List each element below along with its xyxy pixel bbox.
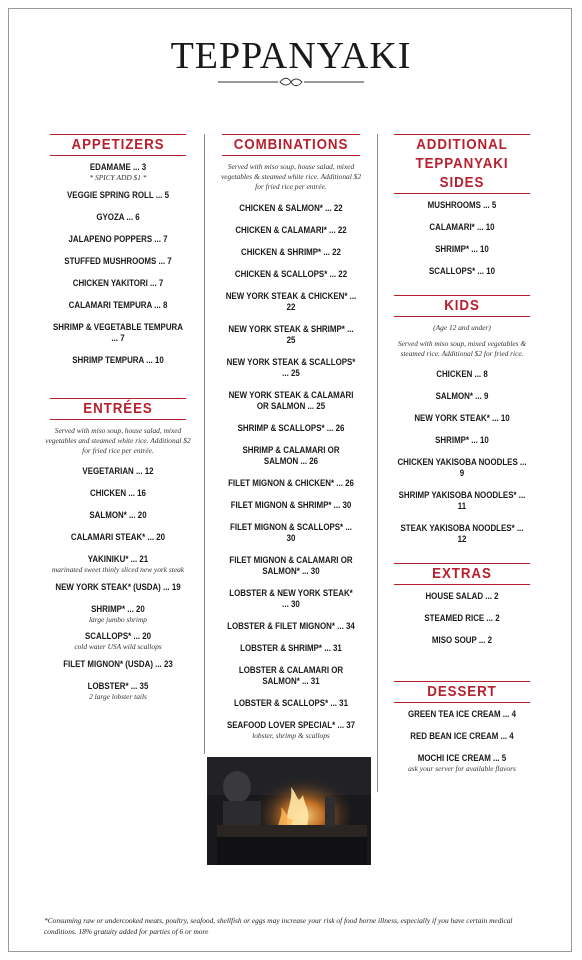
menu-item: CHICKEN YAKISOBA NOODLES ... 9 [397,457,527,478]
menu-item: FILET MIGNON* (USDA) ... 23 [63,658,173,669]
left-column [44,134,192,701]
entrees-heading: ENTRÉES [50,398,186,420]
menu-item: SHRIMP* ... 10 [435,244,489,254]
footer-disclaimer: *Consuming raw or undercooked meats, poultry, seafood, shellfish or eggs may increase your risk of food borne illness, especially if you have certain medical conditions. 18% gratuity added for parties of 6 or more [44,916,513,936]
menu-item: FILET MIGNON & CHICKEN* ... 26 [228,478,354,488]
menu-item: CHICKEN ... 16 [90,488,146,498]
menu-item: MOCHI ICE CREAM ... 5 [417,753,507,763]
menu-item: SALMON* ... 20 [89,510,147,520]
menu-item: SALMON* ... 9 [435,391,489,401]
menu-item: MUSHROOMS ... 5 [427,200,497,210]
entrees-description: Served with miso soup, house salad, mixed vegetables and steamed white rice. Additional $2 for fried rice per entrée. [45,426,191,455]
menu-item: SHRIMP & SCALLOPS* ... 26 [237,423,345,433]
teppanyaki-grill-photo [207,757,371,865]
menu-item: FILET MIGNON & CALAMARI OR SALMON* ... 30 [229,555,353,576]
dessert-section [388,681,536,774]
right-column [388,134,536,773]
menu-item: CHICKEN & SHRIMP* ... 22 [241,247,341,257]
column-divider-left [204,134,205,754]
item-note: marinated sweet thinly sliced new york steak [51,565,185,574]
menu-item: STEAMED RICE ... 2 [424,613,500,623]
menu-item: CHICKEN & CALAMARI* ... 22 [235,225,347,235]
menu-item: LOBSTER & FILET MIGNON* ... 34 [227,621,355,631]
kids-heading: KIDS [394,295,530,317]
menu-item: CALAMARI TEMPURA ... 8 [68,299,168,310]
menu-item: LOBSTER & CALAMARI OR SALMON* ... 31 [238,665,344,686]
appetizers-list [44,162,192,366]
item-note: lobster, shrimp & scallops [252,731,330,740]
menu-item: CALAMARI STEAK* ... 20 [70,532,166,542]
item-note: large jumbo shrimp [88,614,148,624]
menu-item: GREEN TEA ICE CREAM ... 4 [408,709,516,719]
extras-heading: EXTRAS [394,563,530,585]
sides-heading-line1: ADDITIONAL [416,137,508,153]
menu-item: MISO SOUP ... 2 [431,635,493,645]
menu-item: GYOZA ... 6 [96,211,140,222]
menu-item: SHRIMP* ... 20 [91,603,145,614]
menu-item: VEGGIE SPRING ROLL ... 5 [67,189,169,200]
menu-item: SCALLOPS* ... 10 [428,266,496,276]
menu-item: YAKINIKU* ... 21 [87,554,149,564]
menu-item: LOBSTER* ... 35 [87,680,149,691]
menu-item: RED BEAN ICE CREAM ... 4 [410,731,514,741]
menu-item: EDAMAME ... 3 [89,162,147,172]
sides-heading [394,134,530,194]
title-ornament [216,76,366,88]
column-divider-right [377,134,378,792]
combinations-description: Served with miso soup, house salad, mixed vegetables & steamed white rice. Additional $2 for fried rice per entrée. [220,162,362,191]
menu-title: TEPPANYAKI [170,35,412,77]
combinations-heading: COMBINATIONS [222,134,360,156]
menu-item: LOBSTER & NEW YORK STEAK* ... 30 [229,588,353,609]
sides-heading-line2: TEPPANYAKI SIDES [415,156,509,191]
menu-item: CHICKEN YAKITORI ... 7 [72,277,164,288]
menu-item: LOBSTER & SHRIMP* ... 31 [240,643,342,653]
menu-item: SHRIMP & VEGETABLE TEMPURA ... 7 [53,321,183,343]
middle-column [216,134,366,741]
menu-item: NEW YORK STEAK* ... 10 [414,413,510,423]
entrees-section [44,398,192,701]
grill-flame-image [207,757,371,865]
menu-item: STUFFED MUSHROOMS ... 7 [64,255,172,266]
menu-item: SHRIMP* ... 10 [435,435,489,445]
menu-item: SHRIMP TEMPURA ... 10 [72,354,164,365]
menu-item: HOUSE SALAD ... 2 [425,591,499,601]
item-note: cold water USA wild scallops [74,642,162,651]
menu-item: FILET MIGNON & SCALLOPS* ... 30 [230,522,352,543]
menu-item: SEAFOOD LOVER SPECIAL* ... 37 [226,720,356,730]
menu-item: CHICKEN ... 8 [436,369,488,379]
menu-item: SHRIMP YAKISOBA NOODLES* ... 11 [398,490,526,511]
appetizers-heading: APPETIZERS [50,134,186,156]
menu-item: NEW YORK STEAK & SHRIMP* ... 25 [228,324,354,345]
menu-item: NEW YORK STEAK & SCALLOPS* ... 25 [226,357,356,378]
item-note: 2 large lobster tails [89,691,147,701]
menu-item: LOBSTER & SCALLOPS* ... 31 [234,698,348,708]
menu-item: SHRIMP & CALAMARI OR SALMON ... 26 [242,445,340,466]
item-note: ask your server for available flavors [408,764,516,773]
menu-item: NEW YORK STEAK* (USDA) ... 19 [55,581,181,592]
kids-section [388,295,536,545]
menu-item: NEW YORK STEAK & CALAMARI OR SALMON ... 25 [228,390,354,411]
menu-item: STEAK YAKISOBA NOODLES* ... 12 [400,523,524,544]
menu-item: SCALLOPS* ... 20 [84,631,152,641]
item-note: * SPICY ADD $1 * [89,173,147,182]
menu-item: JALAPENO POPPERS ... 7 [68,233,168,244]
menu-item: NEW YORK STEAK & CHICKEN* ... 22 [225,291,357,312]
dessert-heading: DESSERT [394,681,530,703]
menu-item: VEGETARIAN ... 12 [82,466,154,476]
menu-item: CHICKEN & SCALLOPS* ... 22 [234,269,348,279]
kids-description: Served with miso soup, mixed vegetables & steamed rice. Additional $2 for fried rice. [397,339,527,358]
kids-age-note: (Age 12 and under) [433,323,491,332]
menu-item: FILET MIGNON & SHRIMP* ... 30 [230,500,352,510]
menu-item: CALAMARI* ... 10 [429,222,495,232]
extras-section [388,563,536,646]
menu-item: CHICKEN & SALMON* ... 22 [239,203,343,213]
